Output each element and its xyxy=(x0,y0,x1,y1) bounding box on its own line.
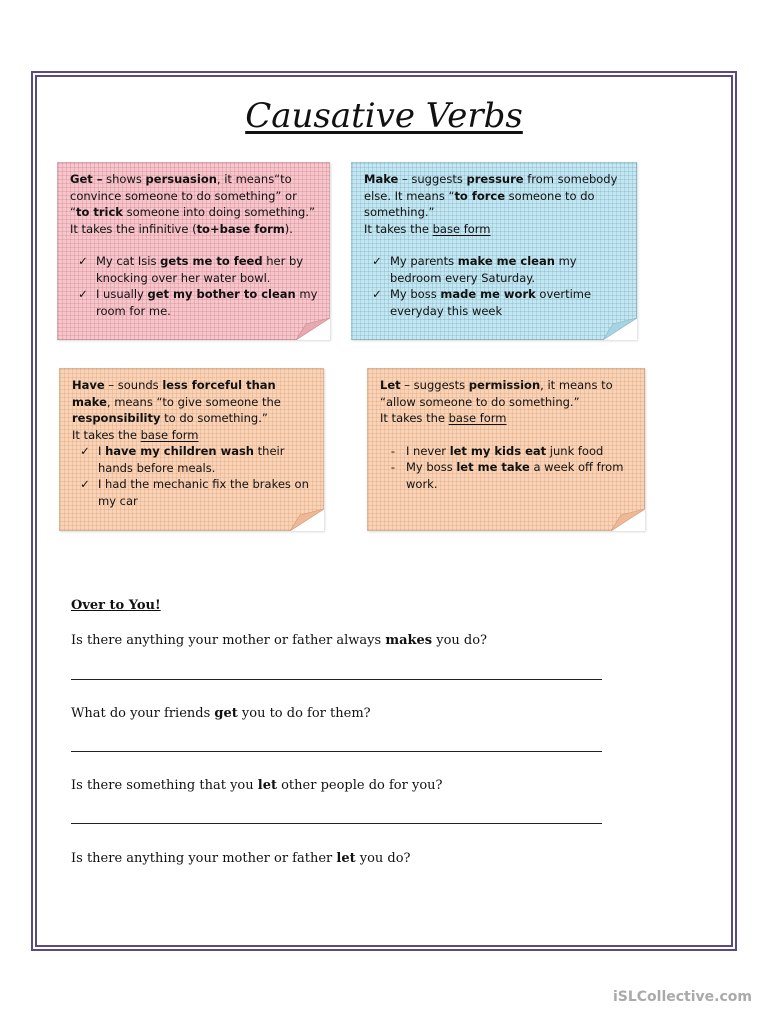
get-example-2: ✓ I usually get my bother to clean my room for me. xyxy=(70,286,319,319)
have-example-1: ✓ I have my children wash their hands before meals. xyxy=(72,443,313,476)
make-rule: It takes the base form xyxy=(364,221,491,236)
get-rule: It takes the infinitive (to+base form). xyxy=(70,221,293,236)
get-note-card xyxy=(57,162,330,340)
have-note-card xyxy=(59,368,324,531)
dash-marker: - xyxy=(390,460,396,474)
make-note-card xyxy=(351,162,637,340)
answer-line-3[interactable] xyxy=(71,823,602,824)
check-icon: ✓ xyxy=(372,254,382,268)
let-example-2: - My boss let me take a week off from work. xyxy=(380,459,634,492)
page-curl-icon xyxy=(290,509,324,531)
site-watermark: iSLCollective.com xyxy=(612,989,752,1005)
question-4: Is there anything your mother or father let you do? xyxy=(71,851,411,866)
check-icon: ✓ xyxy=(372,287,382,301)
get-definition: Get – shows persuasion, it means“to convince someone to do something” or “to trick someone into doing something.” xyxy=(70,172,315,219)
let-note-card xyxy=(367,368,645,531)
get-example-1: ✓ My cat Isis gets me to feed her by knocking over her water bowl. xyxy=(70,253,319,286)
make-example-1: ✓ My parents make me clean my bedroom every Saturday. xyxy=(364,253,626,286)
page-title: Causative Verbs xyxy=(245,96,523,136)
page-curl-icon xyxy=(603,318,637,340)
question-2: What do your friends get you to do for them? xyxy=(71,706,371,721)
make-definition: Make – suggests pressure from somebody else. It means “to force someone to do something.” xyxy=(364,172,618,219)
have-example-2: ✓ I had the mechanic fix the brakes on my car xyxy=(72,476,313,509)
dash-marker: - xyxy=(390,443,396,458)
let-example-1: - I never let my kids eat junk food xyxy=(380,443,634,460)
answer-line-2[interactable] xyxy=(71,751,602,752)
question-3: Is there something that you let other people do for you? xyxy=(71,778,443,793)
have-rule: It takes the base form xyxy=(72,427,199,442)
make-example-2: ✓ My boss made me work overtime everyday this week xyxy=(364,286,626,319)
page-curl-icon xyxy=(296,318,330,340)
check-icon: ✓ xyxy=(80,444,90,458)
let-rule: It takes the base form xyxy=(380,411,507,425)
have-definition: Have – sounds less forceful than make, means “to give someone the responsibility to do something.” xyxy=(72,378,281,425)
check-icon: ✓ xyxy=(80,477,90,491)
over-to-you-heading: Over to You! xyxy=(71,598,161,613)
let-definition: Let – suggests permission, it means to “allow someone to do something.” xyxy=(380,378,613,409)
check-icon: ✓ xyxy=(78,287,88,301)
check-icon: ✓ xyxy=(78,254,88,268)
page-curl-icon xyxy=(611,509,645,531)
question-1: Is there anything your mother or father always makes you do? xyxy=(71,633,488,648)
answer-line-1[interactable] xyxy=(71,679,602,680)
